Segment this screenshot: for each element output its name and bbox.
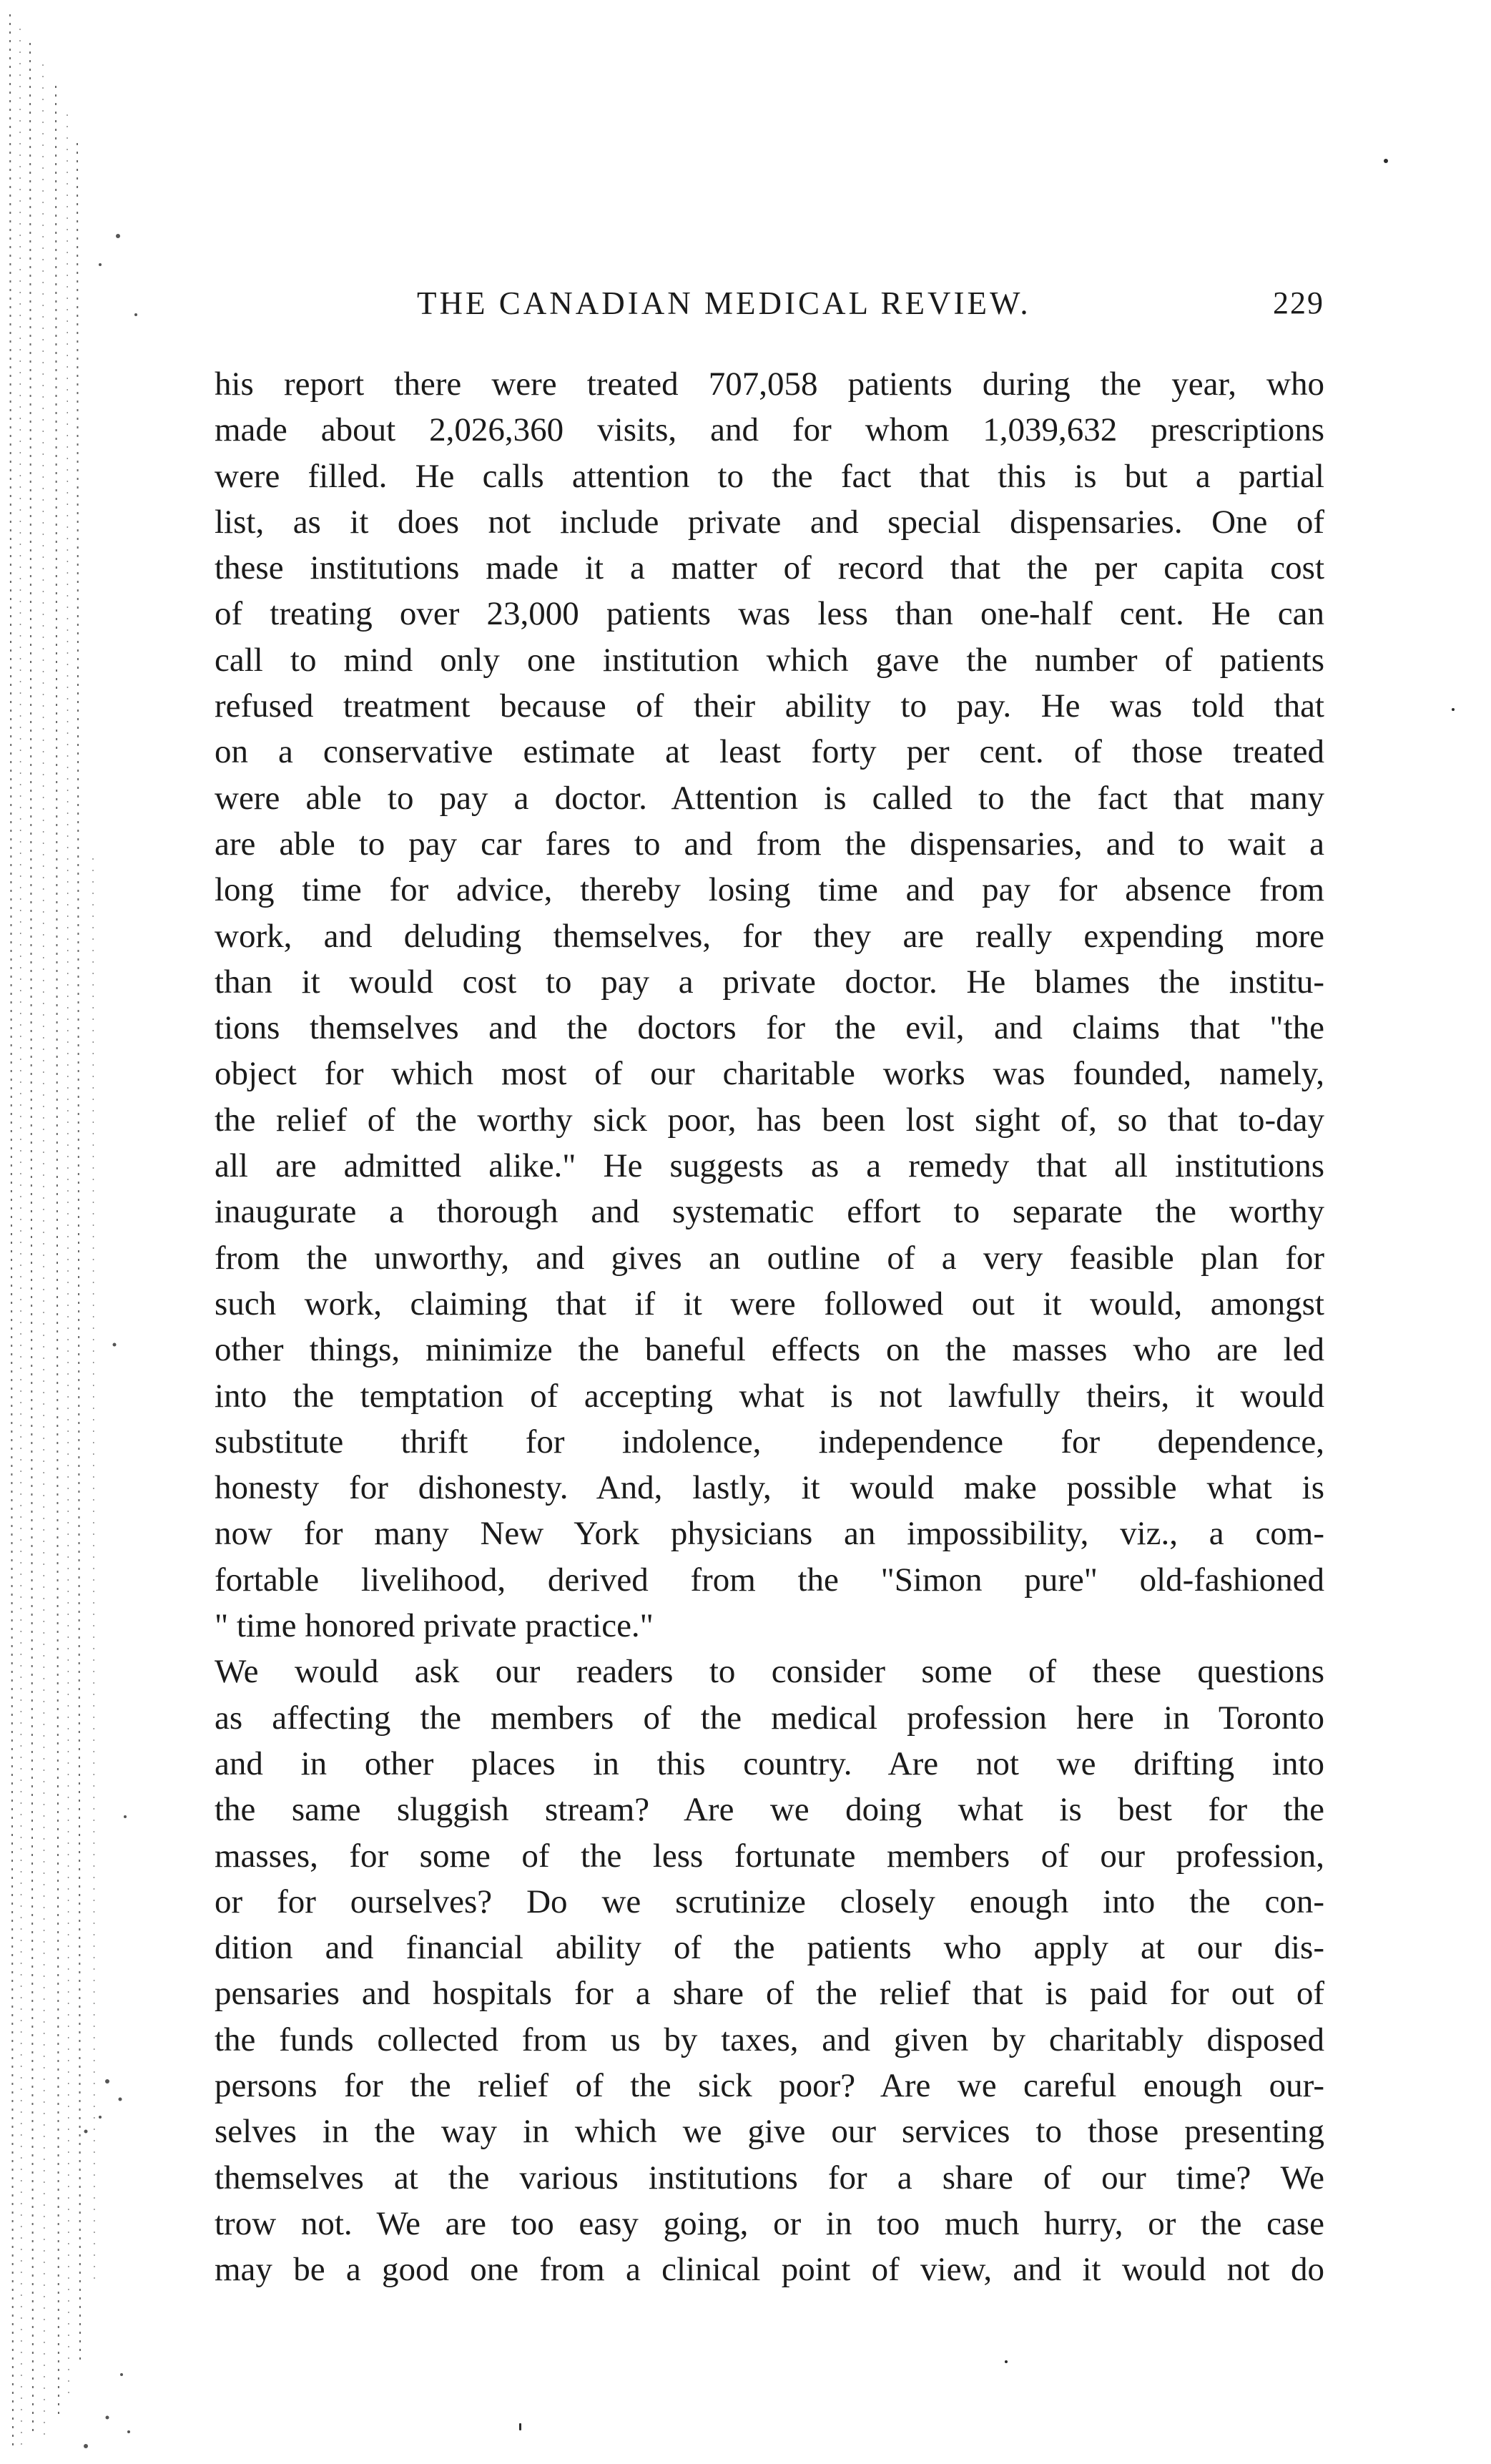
text-line: selves in the way in which we give our services to those presenting [215, 2113, 1324, 2151]
page-speck [1384, 159, 1388, 163]
text-line: or for ourselves? Do we scrutinize closely enough into the con- [215, 1883, 1324, 1920]
text-line: from the unworthy, and gives an outline of a very feasible plan for [215, 1239, 1324, 1277]
text-line: refused treatment because of their ability to pay. He was told that [215, 687, 1324, 725]
text-line: dition and financial ability of the patients who apply at our dis- [215, 1929, 1324, 1967]
text-line: on a conservative estimate at least forty per cent. of those treated [215, 733, 1324, 771]
text-line: work, and deluding themselves, for they are really expending more [215, 917, 1324, 955]
binding-gutter-noise [0, 0, 150, 2464]
text-line: persons for the relief of the sick poor? Are we careful enough our- [215, 2066, 1324, 2104]
text-line: fortable livelihood, derived from the "Simon pure" old-fashioned [215, 1561, 1324, 1599]
text-line: We would ask our readers to consider some of these questions [215, 1653, 1324, 1691]
running-title: THE CANADIAN MEDICAL REVIEW. [417, 285, 1031, 321]
text-line: inaugurate a thorough and systematic effort to separate the worthy [215, 1193, 1324, 1231]
page-number: 229 [1273, 285, 1324, 320]
text-line: list, as it does not include private and special dispensaries. One of [215, 503, 1324, 541]
text-line: may be a good one from a clinical point of view, and it would not do [215, 2251, 1324, 2289]
page-speck [519, 2423, 521, 2430]
text-line: into the temptation of accepting what is not lawfully theirs, it would [215, 1377, 1324, 1415]
text-line: such work, claiming that if it were followed out it would, amongst [215, 1285, 1324, 1322]
text-line: as affecting the members of the medical profession here in Toronto [215, 1699, 1324, 1737]
text-line: substitute thrift for indolence, independence for dependence, [215, 1423, 1324, 1461]
text-line: call to mind only one institution which gave the number of patients [215, 641, 1324, 679]
page-speck [1452, 708, 1455, 711]
paragraph [215, 361, 1324, 1649]
text-line: all are admitted alike." He suggests as a remedy that all institutions [215, 1147, 1324, 1185]
text-line: are able to pay car fares to and from the dispensaries, and to wait a [215, 825, 1324, 863]
running-head [215, 282, 1359, 325]
text-line: long time for advice, thereby losing time and pay for absence from [215, 871, 1324, 909]
text-line: themselves at the various institutions for a share of our time? We [215, 2159, 1324, 2197]
text-line: " time honored private practice." [215, 1607, 654, 1645]
text-line: pensaries and hospitals for a share of the relief that is paid for out of [215, 1975, 1324, 2013]
text-line: made about 2,026,360 visits, and for whom 1,039,632 prescriptions [215, 411, 1324, 449]
text-line: of treating over 23,000 patients was less than one-half cent. He can [215, 595, 1324, 633]
text-line: honesty for dishonesty. And, lastly, it would make possible what is [215, 1469, 1324, 1507]
text-line: masses, for some of the less fortunate members of our profession, [215, 1837, 1324, 1875]
text-line: the same sluggish stream? Are we doing what is best for the [215, 1791, 1324, 1829]
text-line: trow not. We are too easy going, or in too much hurry, or the case [215, 2204, 1324, 2242]
text-line: and in other places in this country. Are not we drifting into [215, 1744, 1324, 1782]
gutter-speckle-graphic [0, 0, 150, 2464]
article-body [215, 361, 1324, 2292]
text-line: tions themselves and the doctors for the evil, and claims that "the [215, 1009, 1324, 1047]
text-line: were filled. He calls attention to the fact that this is but a partial [215, 457, 1324, 495]
text-line: object for which most of our charitable works was founded, namely, [215, 1055, 1324, 1093]
text-line: the relief of the worthy sick poor, has been lost sight of, so that to-day [215, 1101, 1324, 1139]
text-line: his report there were treated 707,058 patients during the year, who [215, 365, 1324, 403]
text-line: other things, minimize the baneful effects on the masses who are led [215, 1331, 1324, 1369]
text-line: these institutions made it a matter of record that the per capita cost [215, 549, 1324, 587]
text-line: the funds collected from us by taxes, and given by charitably disposed [215, 2021, 1324, 2058]
text-line: were able to pay a doctor. Attention is called to the fact that many [215, 779, 1324, 817]
page-speck [1005, 2360, 1008, 2363]
text-line: now for many New York physicians an impossibility, viz., a com- [215, 1515, 1324, 1553]
text-line: than it would cost to pay a private doctor. He blames the institu- [215, 963, 1324, 1001]
paragraph [215, 1649, 1324, 2292]
